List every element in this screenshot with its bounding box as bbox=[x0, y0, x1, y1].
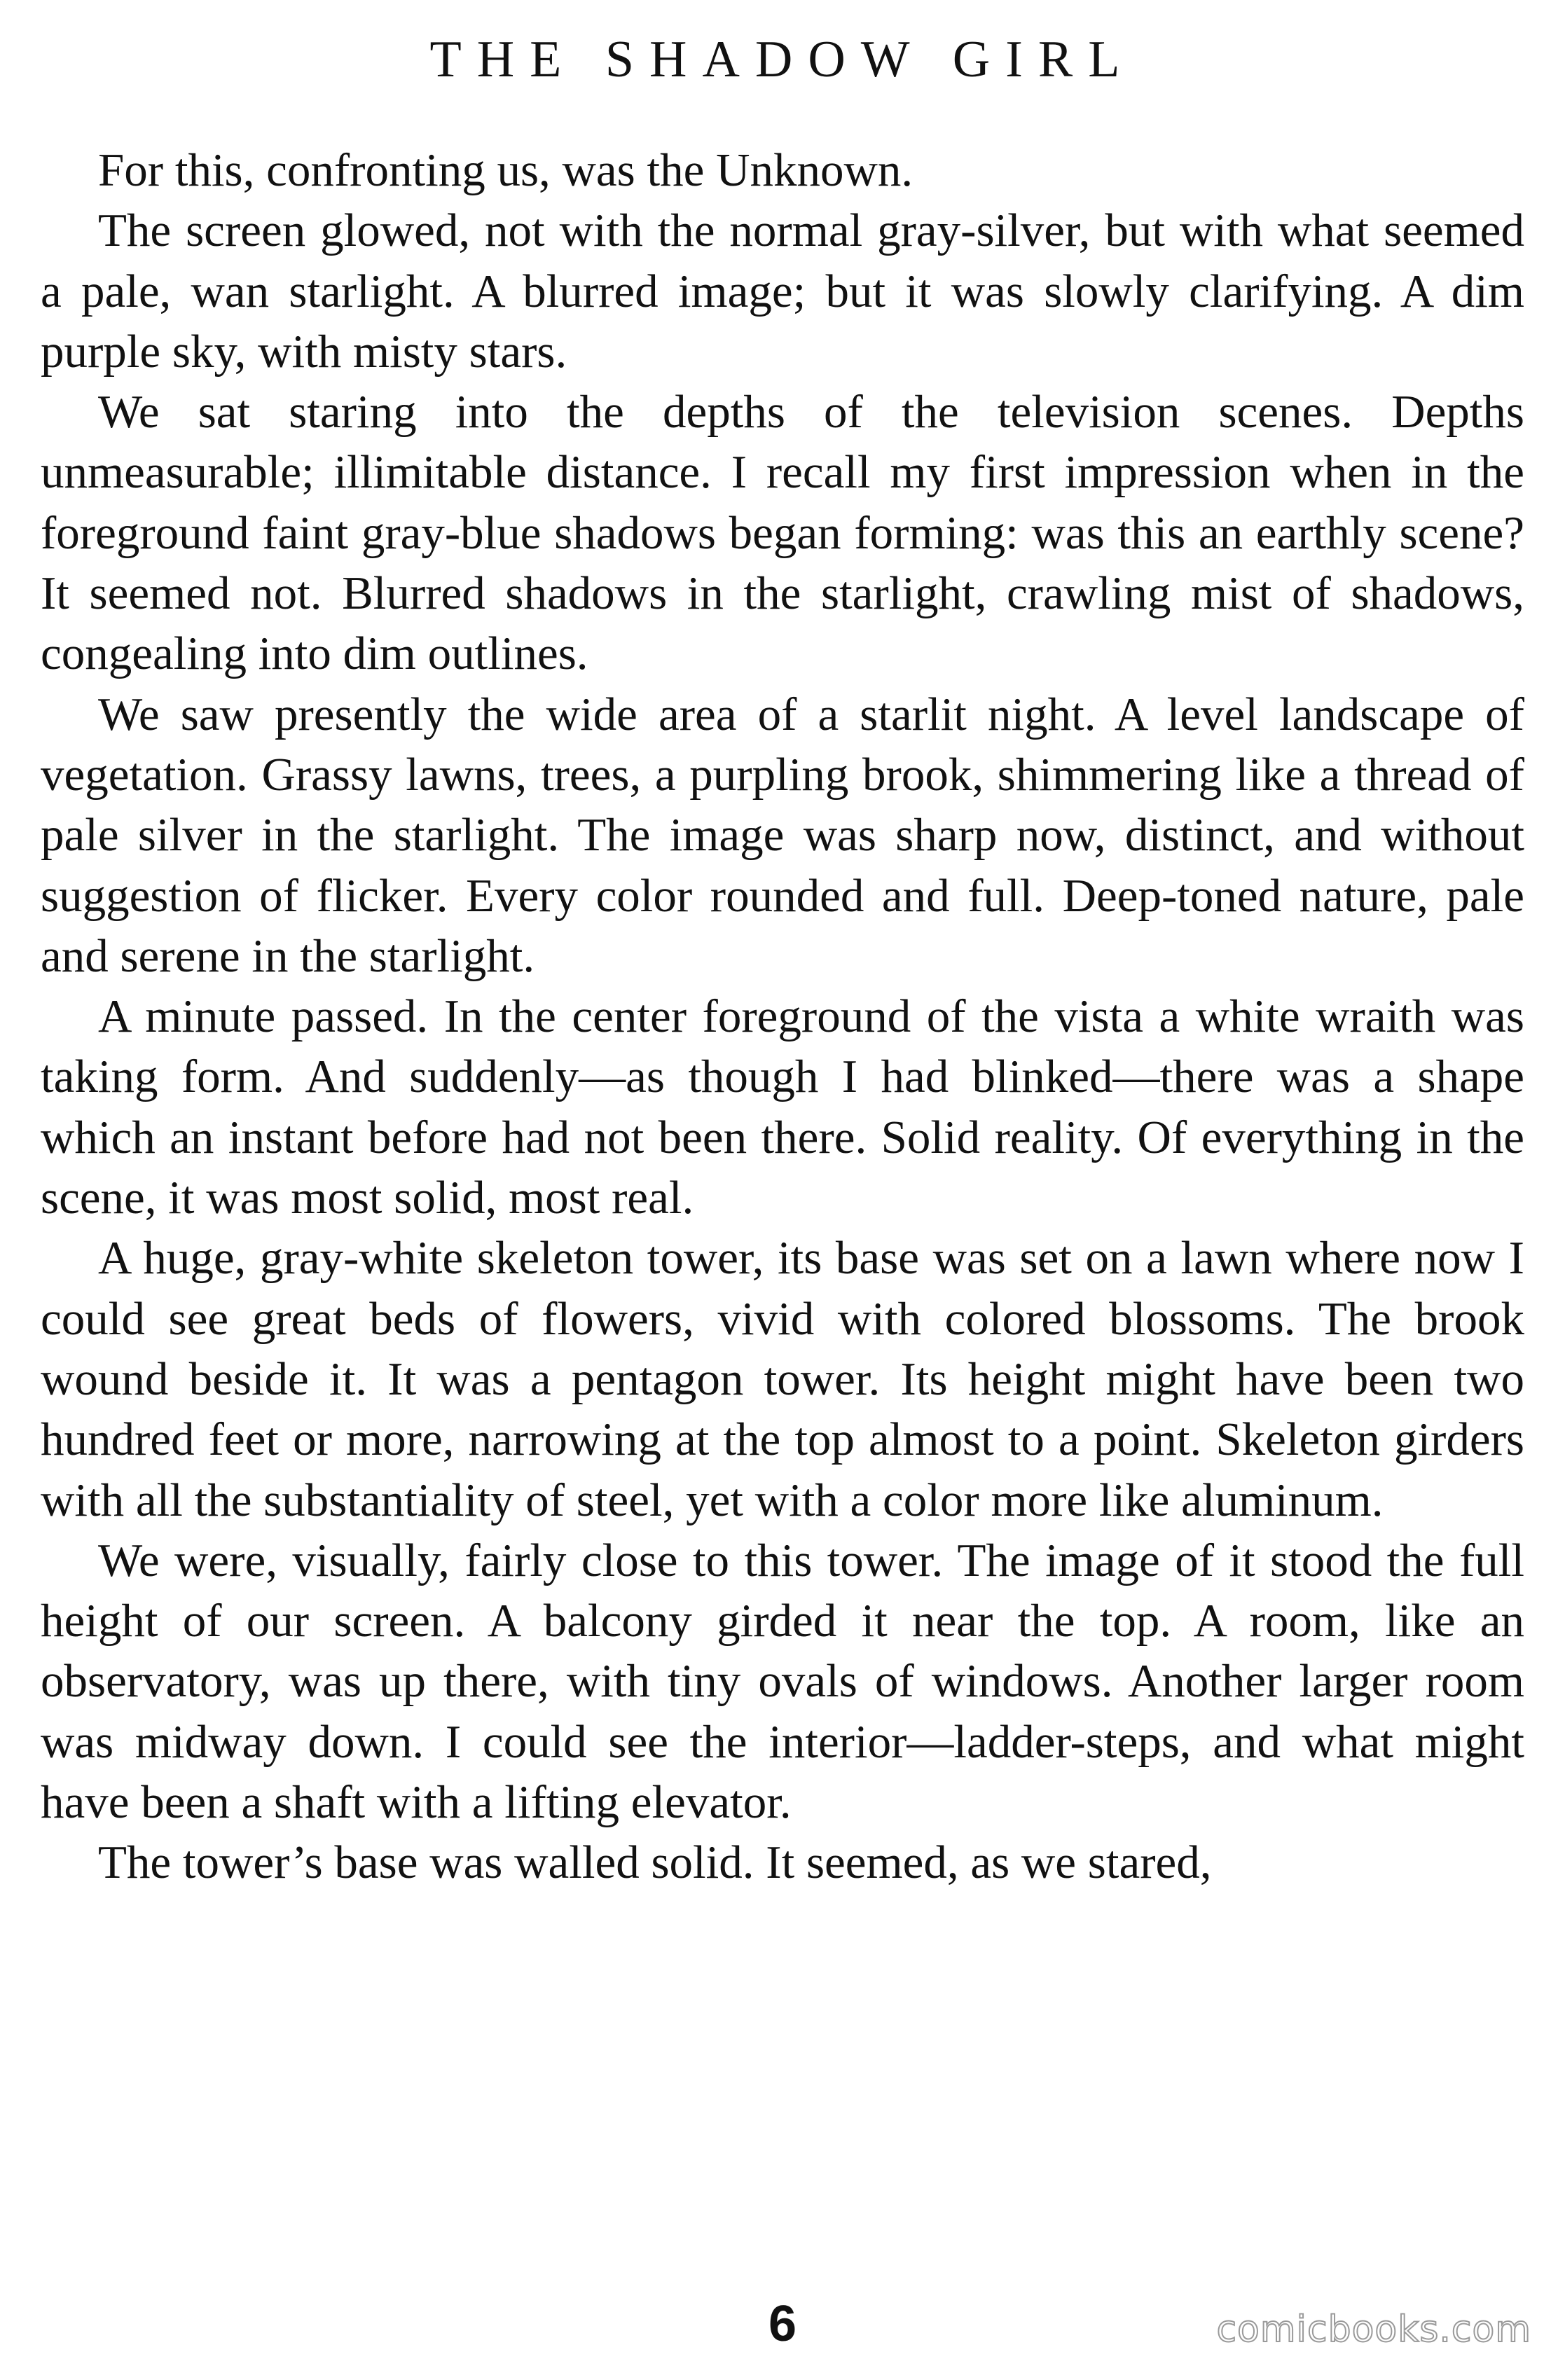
paragraph: We saw presently the wide area of a starlit night. A level landscape of vegetation. Grassy lawns, trees, a purpling brook, shimmering like a thread of pale silver in the starlight. The image was sharp now, distinct, and without suggestion of flicker. Every color rounded and full. Deep-toned nature, pale and serene in the starlight. bbox=[41, 688, 1524, 982]
paragraph: The tower’s base was walled solid. It seemed, as we stared, bbox=[98, 1836, 1212, 1889]
page-number: 6 bbox=[768, 2296, 797, 2352]
running-head: THE SHADOW GIRL bbox=[429, 31, 1136, 88]
paragraph: We were, visually, fairly close to this tower. The image of it stood the full height of our screen. A balcony girded it near the top. A room, like an observatory, was up there, with tiny ovals of windows. Another larger room was midway down. I could see the interior—ladder-steps, and what might have been a shaft with a lifting elevator. bbox=[41, 1534, 1524, 1829]
paragraph: We sat staring into the depths of the television scenes. Depths unmeasurable; illimitable distance. I recall my first impression when in the foreground faint gray-blue shadows began forming: was this an earthly scene? It seemed not. Blurred shadows in the starlight, crawling mist of shadows, congealing into dim outlines. bbox=[41, 386, 1524, 680]
watermark-logo: comicbooks.com bbox=[1216, 2309, 1531, 2351]
paragraph: A huge, gray-white skeleton tower, its base was set on a lawn where now I could see great beds of flowers, vivid with colored blossoms. The brook wound beside it. It was a pentagon tower. Its height might have been two hundred feet or more, narrowing at the top almost to a point. Skeleton girders with all the substantiality of steel, yet with a color more like aluminum. bbox=[41, 1232, 1524, 1526]
body-text bbox=[41, 140, 1524, 1893]
paragraph: For this, confronting us, was the Unknown. bbox=[98, 144, 914, 196]
paragraph: A minute passed. In the center foreground of the vista a white wraith was taking form. And suddenly—as though I had blinked—there was a shape which an instant before had not been there. Solid reality. Of everything in the scene, it was most solid, most real. bbox=[41, 990, 1524, 1224]
paragraph: The screen glowed, not with the normal gray-silver, but with what seemed a pale, wan starlight. A blurred image; but it was slowly clarifying. A dim purple sky, with misty stars. bbox=[41, 205, 1524, 378]
